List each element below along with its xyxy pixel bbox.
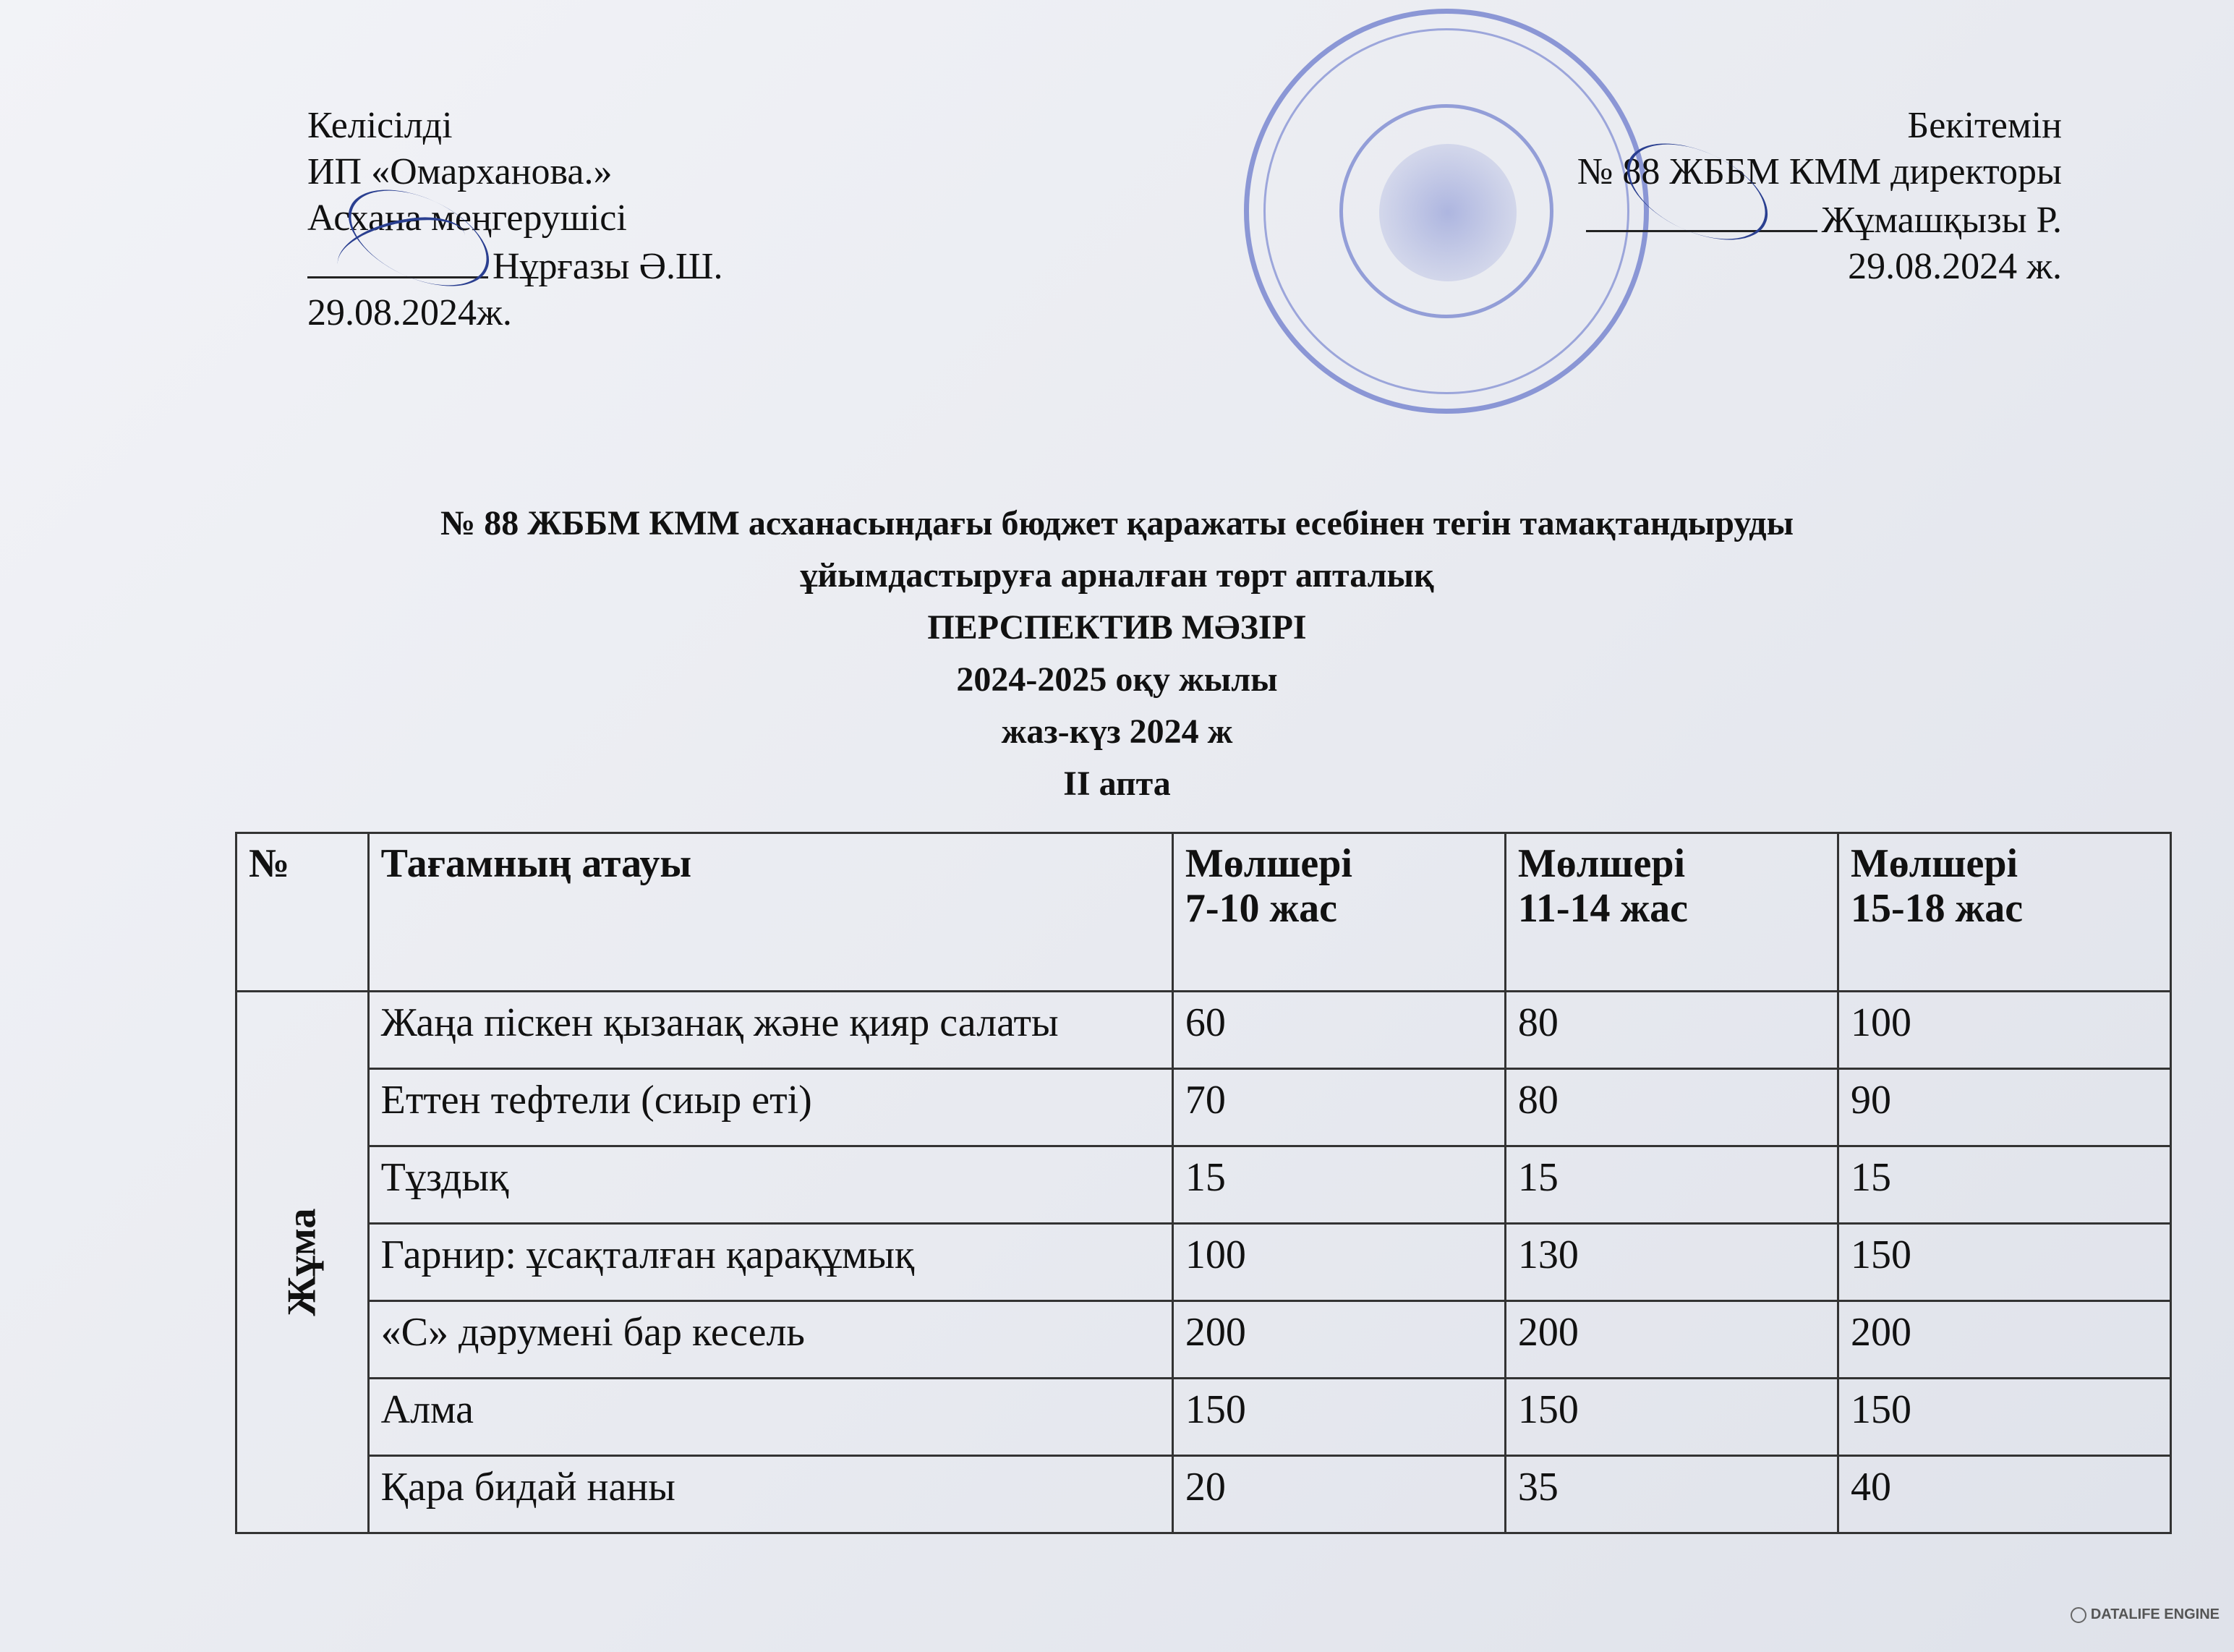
amount-11-14: 35 [1505, 1456, 1838, 1533]
amount-15-18: 150 [1838, 1224, 2170, 1301]
menu-table [235, 832, 2172, 1534]
approval-block-right [1577, 103, 2062, 290]
amount-15-18: 100 [1838, 992, 2170, 1069]
day-label: Жұма [279, 1208, 325, 1316]
amount-15-18: 15 [1838, 1146, 2170, 1224]
table-row [236, 1224, 2171, 1301]
amount-7-10: 20 [1172, 1456, 1505, 1533]
table-header-row [236, 833, 2171, 992]
dish-name: Жаңа піскен қызанақ және қияр салаты [368, 992, 1172, 1069]
amount-11-14: 80 [1505, 992, 1838, 1069]
title-line-2: ұйымдастыруға арналған төрт апталық [800, 556, 1434, 595]
watermark-logo: DATALIFE ENGINE [2071, 1606, 2220, 1623]
signature-image [307, 242, 488, 278]
dish-name: «С» дәрумені бар кесель [368, 1301, 1172, 1379]
amount-11-14: 80 [1505, 1069, 1838, 1146]
amount-7-10: 100 [1172, 1224, 1505, 1301]
header-amount-11-14: Мөлшері 11-14 жас [1505, 833, 1838, 992]
amount-7-10: 200 [1172, 1301, 1505, 1379]
watermark-icon [2071, 1607, 2086, 1623]
approval-block-left [307, 103, 722, 336]
amount-11-14: 150 [1505, 1379, 1838, 1456]
title-line-6: ІІ апта [1063, 765, 1171, 803]
approval-left-org: ИП «Омарханова.» [307, 151, 613, 192]
document-title [0, 498, 2234, 810]
approval-right-signer: Жұмашқызы Р. [1821, 200, 2062, 241]
approval-right-signature-line [1577, 195, 2062, 244]
amount-11-14: 130 [1505, 1224, 1838, 1301]
signature-image [1586, 195, 1817, 232]
approval-left-heading: Келісілді [307, 105, 453, 146]
header-amount-7-10: Мөлшері 7-10 жас [1172, 833, 1505, 992]
header-amount-15-18: Мөлшері 15-18 жас [1838, 833, 2170, 992]
dish-name: Қара бидай наны [368, 1456, 1172, 1533]
title-line-3: ПЕРСПЕКТИВ МӘЗІРІ [927, 608, 1307, 647]
approval-left-signer: Нұрғазы Ә.Ш. [493, 246, 723, 287]
amount-15-18: 90 [1838, 1069, 2170, 1146]
amount-7-10: 60 [1172, 992, 1505, 1069]
approval-left-signature-line [307, 242, 722, 290]
amount-15-18: 200 [1838, 1301, 2170, 1379]
day-cell [236, 992, 369, 1533]
amount-15-18: 40 [1838, 1456, 2170, 1533]
dish-name: Еттен тефтели (сиыр еті) [368, 1069, 1172, 1146]
amount-11-14: 15 [1505, 1146, 1838, 1224]
approval-right-position: № 88 ЖББМ КММ директоры [1577, 151, 2062, 192]
table-row [236, 1456, 2171, 1533]
table-row [236, 1069, 2171, 1146]
dish-name: Алма [368, 1379, 1172, 1456]
approval-right-heading: Бекітемін [1907, 105, 2062, 146]
table-row [236, 1146, 2171, 1224]
approval-left-position: Асхана меңгерушісі [307, 197, 627, 239]
dish-name: Гарнир: ұсақталған қарақұмық [368, 1224, 1172, 1301]
amount-7-10: 15 [1172, 1146, 1505, 1224]
amount-7-10: 150 [1172, 1379, 1505, 1456]
table-row [236, 1301, 2171, 1379]
amount-11-14: 200 [1505, 1301, 1838, 1379]
table-row [236, 992, 2171, 1069]
dish-name: Тұздық [368, 1146, 1172, 1224]
title-line-5: жаз-күз 2024 ж [1001, 712, 1233, 751]
approval-left-date: 29.08.2024ж. [307, 292, 512, 333]
amount-15-18: 150 [1838, 1379, 2170, 1456]
amount-7-10: 70 [1172, 1069, 1505, 1146]
approval-right-date: 29.08.2024 ж. [1848, 246, 2062, 287]
title-line-4: 2024-2025 оқу жылы [956, 660, 1278, 699]
header-number: № [236, 833, 369, 992]
table-row [236, 1379, 2171, 1456]
title-line-1: № 88 ЖББМ КММ асханасындағы бюджет қаражаты есебінен тегін тамақтандыруды [440, 504, 1794, 542]
header-dish-name: Тағамның атауы [368, 833, 1172, 992]
